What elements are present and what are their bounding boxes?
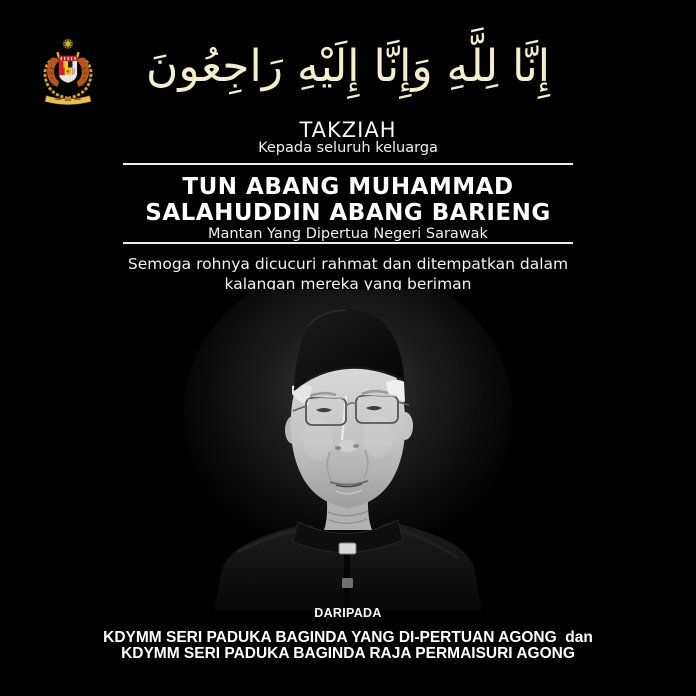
deceased-name-line2: SALAHUDDIN ABANG BARIENG: [145, 200, 551, 226]
deceased-name-line1: TUN ABANG MUHAMMAD: [182, 174, 514, 200]
condolence-message-line1: Semoga rohnya dicucuri rahmat dan ditempatkan dalam: [127, 255, 569, 273]
divider-bottom: [123, 242, 573, 244]
portrait-image: [178, 290, 518, 610]
sender-line1: KDYMM SERI PADUKA BAGINDA YANG DI-PERTUAN AGONG dan: [103, 629, 593, 646]
portrait-photo: [178, 290, 518, 610]
deceased-name: [0, 174, 696, 226]
takziah-title: TAKZIAH: [299, 118, 397, 142]
sender-line2: KDYMM SERI PADUKA BAGINDA RAJA PERMAISURI AGONG: [121, 645, 575, 662]
deceased-former-title: Mantan Yang Dipertua Negeri Sarawak: [208, 226, 488, 242]
takziah-subtitle: Kepada seluruh keluarga: [258, 140, 438, 156]
divider-top: [123, 163, 573, 165]
condolence-message-line2: kalangan mereka yang beriman: [224, 274, 472, 293]
arabic-calligraphy: إِنَّا لِلَّهِ وَإِنَّا إِلَيْهِ رَاجِعُونَ: [146, 40, 550, 92]
condolence-message: [0, 255, 696, 294]
sender-block: [0, 630, 696, 662]
daripada-label: DARIPADA: [314, 606, 382, 620]
